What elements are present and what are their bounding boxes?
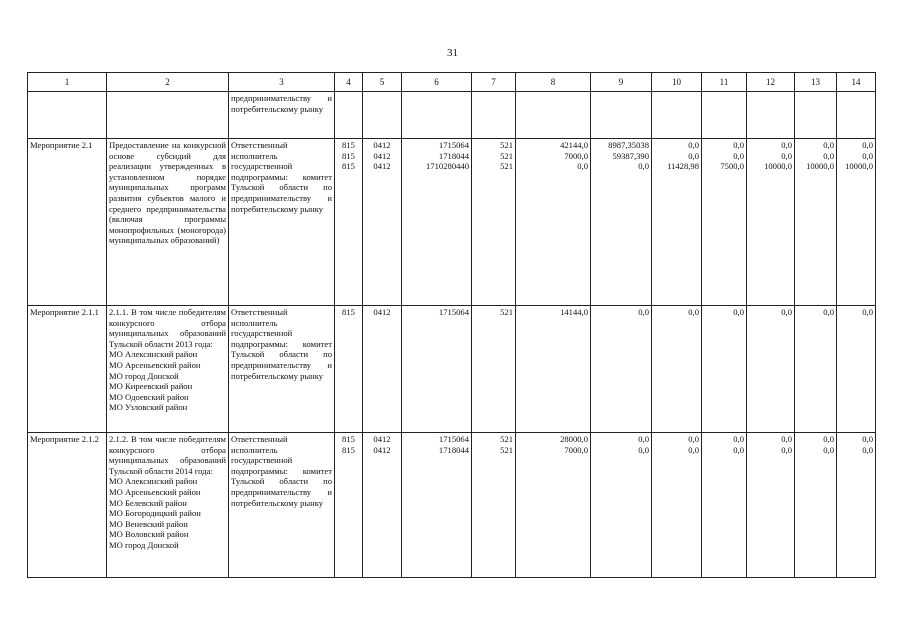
activity-name: Мероприятие 2.1.2 bbox=[28, 433, 107, 578]
activity-name bbox=[28, 92, 107, 139]
municipality-item: МО Алексинский район bbox=[109, 476, 198, 487]
value-cell-c10 bbox=[652, 92, 702, 139]
value-cell-c7 bbox=[472, 139, 516, 306]
value-line: 0,0 bbox=[823, 140, 834, 150]
value-cell-c14 bbox=[837, 139, 876, 306]
value-line: 0,0 bbox=[823, 150, 834, 161]
value-line: 1710280440 bbox=[426, 161, 469, 172]
value-line: 0,0 bbox=[862, 434, 873, 444]
value-line: 7500,0 bbox=[720, 161, 744, 172]
value-line: 815 bbox=[342, 140, 355, 150]
value-cell-c10 bbox=[652, 433, 702, 578]
col-header-11: 11 bbox=[702, 73, 747, 92]
value-line: 10000,0 bbox=[764, 161, 792, 172]
value-line: 28000,0 bbox=[560, 434, 588, 444]
value-line: 1718044 bbox=[438, 150, 469, 161]
table-row bbox=[28, 306, 876, 433]
value-line: 0412 bbox=[373, 307, 391, 317]
value-line: 0,0 bbox=[688, 307, 699, 317]
municipality-item: МО город Донской bbox=[109, 539, 179, 550]
value-cell-c7 bbox=[472, 92, 516, 139]
value-cell-c13 bbox=[795, 433, 837, 578]
value-line: 1715064 bbox=[438, 307, 469, 317]
activity-description bbox=[107, 139, 229, 306]
value-line: 7000,0 bbox=[564, 150, 588, 161]
value-cell-c11 bbox=[702, 433, 747, 578]
value-line: 0,0 bbox=[781, 140, 792, 150]
col-header-12: 12 bbox=[747, 73, 795, 92]
value-cell-c11 bbox=[702, 306, 747, 433]
description-text: Предоставление на конкурсной основе субсидий для реализации утвержденных в установленном порядке муниципальных программ развития субъектов малого и среднего предпринимательства (включая программы монопрофильных (моногорода) муниципальных образований) bbox=[109, 140, 226, 246]
value-cell-c12 bbox=[747, 433, 795, 578]
value-cell-c9 bbox=[591, 139, 652, 306]
municipality-item: МО город Донской bbox=[109, 370, 179, 381]
value-line: 0412 bbox=[373, 434, 391, 444]
activity-description bbox=[107, 433, 229, 578]
description-text: 2.1.1. В том числе победителям конкурсного отбора муниципальных образований Тульской области 2013 года: bbox=[109, 307, 226, 349]
value-line: 0,0 bbox=[781, 444, 792, 455]
municipality-item: МО Воловский район bbox=[109, 529, 189, 540]
value-line: 0,0 bbox=[733, 307, 744, 317]
value-line: 0412 bbox=[373, 140, 391, 150]
value-cell-c14 bbox=[837, 92, 876, 139]
value-cell-c9 bbox=[591, 306, 652, 433]
municipality-item: МО Узловский район bbox=[109, 402, 188, 413]
value-line: 0,0 bbox=[638, 434, 649, 444]
value-cell-c6 bbox=[402, 139, 472, 306]
value-line: 521 bbox=[500, 140, 513, 150]
value-line: 0,0 bbox=[823, 434, 834, 444]
value-line: 815 bbox=[342, 434, 355, 444]
value-cell-c11 bbox=[702, 139, 747, 306]
col-header-9: 9 bbox=[591, 73, 652, 92]
col-header-5: 5 bbox=[363, 73, 402, 92]
value-line: 8987,35038 bbox=[608, 140, 649, 150]
value-line: 521 bbox=[500, 444, 513, 455]
value-cell-c5 bbox=[363, 306, 402, 433]
table-row bbox=[28, 433, 876, 578]
value-cell-c13 bbox=[795, 92, 837, 139]
value-cell-c8 bbox=[516, 139, 591, 306]
value-cell-c5 bbox=[363, 433, 402, 578]
value-cell-c13 bbox=[795, 139, 837, 306]
value-cell-c12 bbox=[747, 306, 795, 433]
value-line: 521 bbox=[500, 434, 513, 444]
value-cell-c8 bbox=[516, 433, 591, 578]
value-line: 521 bbox=[500, 150, 513, 161]
value-line: 815 bbox=[342, 444, 355, 455]
value-line: 0,0 bbox=[638, 161, 649, 172]
municipality-item: МО Веневский район bbox=[109, 518, 188, 529]
value-line: 10000,0 bbox=[806, 161, 834, 172]
value-cell-c8 bbox=[516, 92, 591, 139]
value-line: 0412 bbox=[373, 161, 391, 172]
value-line: 0,0 bbox=[638, 307, 649, 317]
value-line: 0412 bbox=[373, 150, 391, 161]
value-line: 0,0 bbox=[733, 434, 744, 444]
value-cell-c8 bbox=[516, 306, 591, 433]
value-line: 0,0 bbox=[577, 161, 588, 172]
value-cell-c6 bbox=[402, 306, 472, 433]
value-cell-c13 bbox=[795, 306, 837, 433]
value-line: 0,0 bbox=[862, 140, 873, 150]
value-cell-c7 bbox=[472, 306, 516, 433]
value-line: 0,0 bbox=[781, 150, 792, 161]
table-row bbox=[28, 92, 876, 139]
budget-table bbox=[27, 72, 876, 578]
value-line: 0,0 bbox=[862, 444, 873, 455]
value-line: 10000,0 bbox=[845, 161, 873, 172]
value-line: 1715064 bbox=[438, 434, 469, 444]
table-row bbox=[28, 139, 876, 306]
col-header-6: 6 bbox=[402, 73, 472, 92]
value-cell-c14 bbox=[837, 306, 876, 433]
header-row bbox=[28, 73, 876, 92]
col-header-3: 3 bbox=[229, 73, 335, 92]
value-line: 0,0 bbox=[862, 150, 873, 161]
value-cell-c11 bbox=[702, 92, 747, 139]
value-cell-c14 bbox=[837, 433, 876, 578]
value-line: 0,0 bbox=[688, 150, 699, 161]
value-line: 815 bbox=[342, 150, 355, 161]
value-cell-c10 bbox=[652, 306, 702, 433]
value-line: 0,0 bbox=[638, 444, 649, 455]
value-line: 0,0 bbox=[781, 434, 792, 444]
municipality-item: МО Киреевский район bbox=[109, 381, 193, 392]
responsible-executor: предпринимательству и потребительскому рынку bbox=[229, 92, 335, 139]
value-line: 815 bbox=[342, 161, 355, 172]
municipality-item: МО Богородицкий район bbox=[109, 508, 201, 519]
value-cell-c12 bbox=[747, 139, 795, 306]
page-number: 31 bbox=[447, 47, 458, 59]
value-line: 0,0 bbox=[733, 150, 744, 161]
activity-name: Мероприятие 2.1 bbox=[28, 139, 107, 306]
responsible-executor: Ответственный исполнитель государственной подпрограммы: комитет Тульской области по предпринимательству и потребительскому рынку bbox=[229, 139, 335, 306]
municipality-item: МО Белевский район bbox=[109, 497, 187, 508]
value-line: 0,0 bbox=[862, 307, 873, 317]
value-line: 0,0 bbox=[823, 444, 834, 455]
value-line: 0412 bbox=[373, 444, 391, 455]
value-cell-c4 bbox=[335, 306, 363, 433]
value-line: 7000,0 bbox=[564, 444, 588, 455]
col-header-10: 10 bbox=[652, 73, 702, 92]
col-header-2: 2 bbox=[107, 73, 229, 92]
value-line: 521 bbox=[500, 307, 513, 317]
value-line: 42144,0 bbox=[560, 140, 588, 150]
value-cell-c4 bbox=[335, 92, 363, 139]
col-header-4: 4 bbox=[335, 73, 363, 92]
value-line: 0,0 bbox=[823, 307, 834, 317]
col-header-14: 14 bbox=[837, 73, 876, 92]
value-cell-c5 bbox=[363, 92, 402, 139]
municipality-item: МО Алексинский район bbox=[109, 349, 198, 360]
value-cell-c9 bbox=[591, 433, 652, 578]
col-header-7: 7 bbox=[472, 73, 516, 92]
activity-name: Мероприятие 2.1.1 bbox=[28, 306, 107, 433]
activity-description bbox=[107, 306, 229, 433]
value-cell-c9 bbox=[591, 92, 652, 139]
value-line: 0,0 bbox=[781, 307, 792, 317]
municipality-item: МО Одоевский район bbox=[109, 391, 189, 402]
value-line: 0,0 bbox=[688, 140, 699, 150]
description-text: 2.1.2. В том числе победителям конкурсного отбора муниципальных образований Тульской области 2014 года: bbox=[109, 434, 226, 476]
value-cell-c7 bbox=[472, 433, 516, 578]
value-cell-c6 bbox=[402, 433, 472, 578]
value-line: 14144,0 bbox=[560, 307, 588, 317]
value-line: 1715064 bbox=[438, 140, 469, 150]
value-cell-c4 bbox=[335, 139, 363, 306]
responsible-executor: Ответственный исполнитель государственной подпрограммы: комитет Тульской области по предпринимательству и потребительскому рынку bbox=[229, 433, 335, 578]
responsible-executor: Ответственный исполнитель государственной подпрограммы: комитет Тульской области по предпринимательству и потребительскому рынку bbox=[229, 306, 335, 433]
col-header-13: 13 bbox=[795, 73, 837, 92]
col-header-1: 1 bbox=[28, 73, 107, 92]
value-line: 0,0 bbox=[688, 444, 699, 455]
value-line: 815 bbox=[342, 307, 355, 317]
municipality-item: МО Арсеньевский район bbox=[109, 359, 201, 370]
municipality-item: МО Арсеньевский район bbox=[109, 486, 201, 497]
value-line: 0,0 bbox=[733, 140, 744, 150]
value-cell-c5 bbox=[363, 139, 402, 306]
value-line: 59387,390 bbox=[612, 150, 649, 161]
value-cell-c12 bbox=[747, 92, 795, 139]
col-header-8: 8 bbox=[516, 73, 591, 92]
value-cell-c4 bbox=[335, 433, 363, 578]
value-line: 0,0 bbox=[733, 444, 744, 455]
value-line: 0,0 bbox=[688, 434, 699, 444]
value-line: 521 bbox=[500, 161, 513, 172]
value-line: 1718044 bbox=[438, 444, 469, 455]
value-cell-c6 bbox=[402, 92, 472, 139]
value-cell-c10 bbox=[652, 139, 702, 306]
activity-description bbox=[107, 92, 229, 139]
value-line: 11428,98 bbox=[667, 161, 699, 172]
